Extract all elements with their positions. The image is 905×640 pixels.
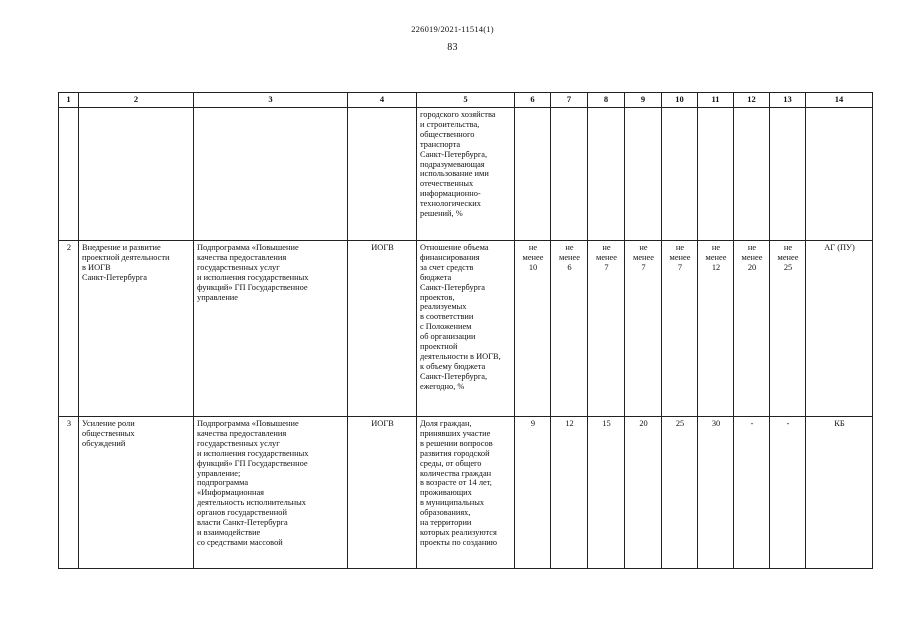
table-row (59, 417, 873, 569)
page-number: 83 (447, 42, 458, 53)
table-cell: 3 (59, 417, 79, 569)
column-header: 6 (515, 93, 551, 108)
table-cell: Подпрограмма «Повышение качества предоставления государственных услуг и исполнения государственных функций» ГП Государственное управление; подпрограмма «Информационная деятельность исполнительных органов государственной власти Санкт-Петербурга и взаимодействие со средствами массовой (194, 417, 348, 569)
table-cell: ИОГВ (348, 241, 417, 417)
table-cell: не менее 7 (625, 241, 662, 417)
column-header: 7 (551, 93, 588, 108)
column-header: 12 (734, 93, 770, 108)
table-cell (59, 108, 79, 241)
table-cell: 2 (59, 241, 79, 417)
column-header: 3 (194, 93, 348, 108)
table-cell: не менее 7 (588, 241, 625, 417)
table-cell: - (770, 417, 806, 569)
column-header: 10 (662, 93, 698, 108)
table-cell (770, 108, 806, 241)
table-cell (625, 108, 662, 241)
table-cell: городского хозяйства и строительства, общественного транспорта Санкт-Петербурга, подразумевающая использование ими отечественных информационно- технологических решений, % (417, 108, 515, 241)
table-cell: Усиление роли общественных обсуждений (79, 417, 194, 569)
table-cell: КБ (806, 417, 873, 569)
table-cell: 15 (588, 417, 625, 569)
column-header: 4 (348, 93, 417, 108)
table-header-row (59, 93, 873, 108)
table-cell: Подпрограмма «Повышение качества предоставления государственных услуг и исполнения государственных функций» ГП Государственное управление (194, 241, 348, 417)
table-cell: Доля граждан, принявших участие в решении вопросов развития городской среды, от общего количества граждан в возрасте от 14 лет, проживающих в муниципальных образованиях, на территории которых реализуются проекты по созданию (417, 417, 515, 569)
table-row (59, 108, 873, 241)
table-cell: не менее 12 (698, 241, 734, 417)
column-header: 8 (588, 93, 625, 108)
table-cell: 9 (515, 417, 551, 569)
indicators-table (58, 92, 873, 569)
column-header: 9 (625, 93, 662, 108)
table-cell (734, 108, 770, 241)
table-cell (588, 108, 625, 241)
table-cell: - (734, 417, 770, 569)
document-number: 226019/2021-11514(1) (411, 24, 494, 34)
table-cell: Внедрение и развитие проектной деятельности в ИОГВ Санкт-Петербурга (79, 241, 194, 417)
table-cell: не менее 10 (515, 241, 551, 417)
column-header: 5 (417, 93, 515, 108)
table-cell (806, 108, 873, 241)
table-cell (515, 108, 551, 241)
column-header: 13 (770, 93, 806, 108)
table-cell: 20 (625, 417, 662, 569)
table-cell (79, 108, 194, 241)
table-cell: не менее 20 (734, 241, 770, 417)
column-header: 14 (806, 93, 873, 108)
table-cell (348, 108, 417, 241)
column-header: 2 (79, 93, 194, 108)
table-cell: не менее 6 (551, 241, 588, 417)
table-cell: 30 (698, 417, 734, 569)
table-cell (194, 108, 348, 241)
table-cell (551, 108, 588, 241)
table-cell: не менее 25 (770, 241, 806, 417)
table-cell: Отношение объема финансирования за счет средств бюджета Санкт-Петербурга проектов, реализуемых в соответствии с Положением об организации проектной деятельности в ИОГВ, к объему бюджета Санкт-Петербурга, ежегодно, % (417, 241, 515, 417)
column-header: 1 (59, 93, 79, 108)
table-cell: не менее 7 (662, 241, 698, 417)
table-cell (698, 108, 734, 241)
table-cell: 12 (551, 417, 588, 569)
table-cell: ИОГВ (348, 417, 417, 569)
table-cell (662, 108, 698, 241)
table-row (59, 241, 873, 417)
table-cell: 25 (662, 417, 698, 569)
column-header: 11 (698, 93, 734, 108)
table-cell: АГ (ПУ) (806, 241, 873, 417)
